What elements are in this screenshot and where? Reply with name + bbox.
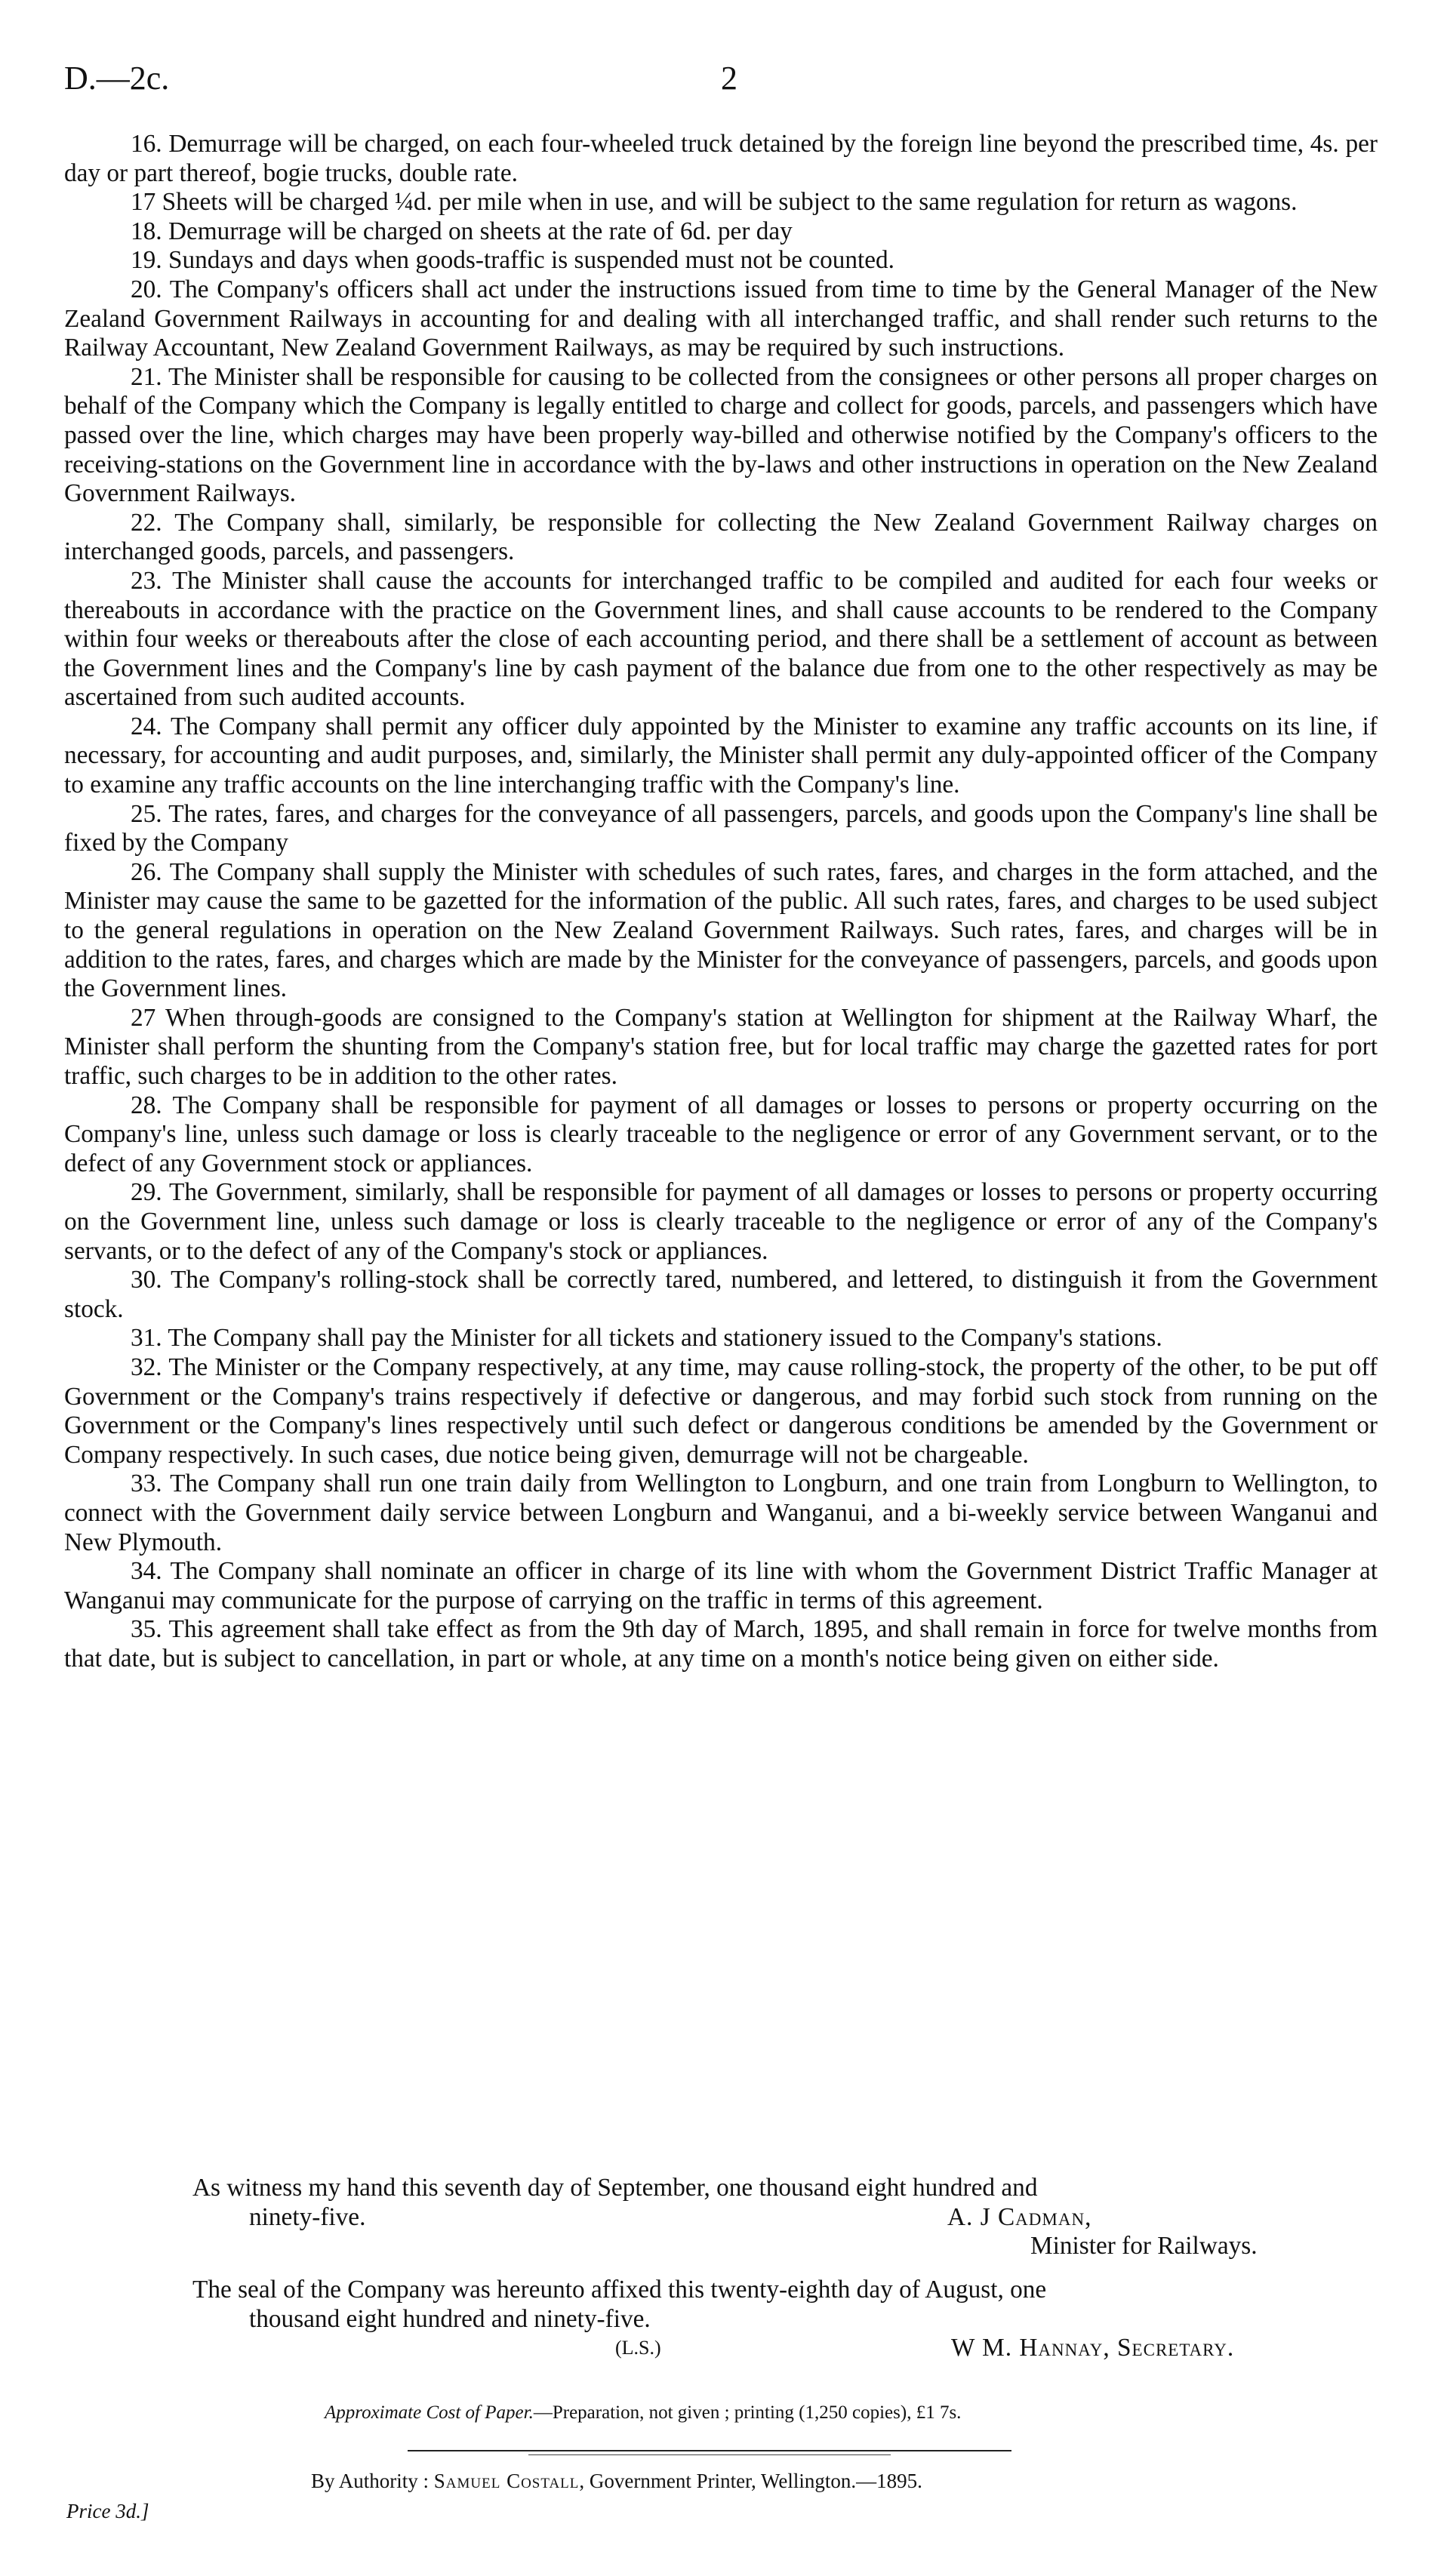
seal-block	[64, 2276, 1378, 2363]
footer-rule-short	[528, 2454, 891, 2455]
clause-32: 32. The Minister or the Company respectively, at any time, may cause rolling-stock, the property of the other, to be put off Government or the Company's trains respectively if defective or dangerous, and may forbid such stock from running on the Government or the Company's lines respectively until such defect or dangerous conditions be amended by the Government or Company respectively. In such cases, due notice being given, demurrage will not be chargeable.	[64, 1353, 1378, 1469]
clause-23: 23. The Minister shall cause the accounts for interchanged traffic to be compiled and audited for each four weeks or thereabouts in accordance with the practice on the Government lines, and shall cause accounts to be rendered to the Company within four weeks or thereabouts after the close of each accounting period, and there shall be a settlement of account as between the Government lines and the Company's line by cash payment of the balance due from one to the other respectively as may be ascertained from such audited accounts.	[64, 566, 1378, 712]
clause-34: 34. The Company shall nominate an officer in charge of its line with whom the Government District Traffic Manager at Wanganui may communicate for the purpose of carrying on the traffic in terms of this agreement.	[64, 1557, 1378, 1614]
clause-19: 19. Sundays and days when goods-traffic is suspended must not be counted.	[131, 246, 895, 275]
witness-title: Minister for Railways.	[1030, 2232, 1258, 2261]
clause-21: 21. The Minister shall be responsible for causing to be collected from the consignees or other persons all proper charges on behalf of the Company which the Company is legally entitled to charge and collect for goods, parcels, and passengers which have passed over the line, which charges may have been properly way-billed and otherwise notified by the Company's officers to the receiving-stations on the Government line in accordance with the by-laws and other instructions in operation on the New Zealand Government Railways.	[64, 362, 1378, 508]
cost-of-paper	[325, 2402, 961, 2424]
seal-line-2: thousand eight hundred and ninety-five.	[249, 2304, 651, 2333]
clause-25: 25. The rates, fares, and charges for the conveyance of all passengers, parcels, and goods upon the Company's line shall be fixed by the Company	[64, 799, 1378, 857]
clause-18: 18. Demurrage will be charged on sheets at the rate of 6d. per day	[131, 217, 793, 245]
witness-block	[64, 2174, 1378, 2261]
agreement-clauses	[64, 130, 1378, 1673]
document-reference: D.—2c.	[64, 60, 170, 97]
clause-28: 28. The Company shall be responsible for payment of all damages or losses to persons or property occurring on the Company's line, unless such damage or loss is clearly traceable to the negligence or error of any Government servant, or to the defect of any Government stock or appliances.	[64, 1091, 1378, 1177]
authority-suffix: , Government Printer, Wellington.—1895.	[579, 2470, 922, 2492]
clause-31: 31. The Company shall pay the Minister for all tickets and stationery issued to the Company's stations.	[131, 1324, 1162, 1353]
price: Price 3d.]	[66, 2500, 149, 2522]
clause-17: 17 Sheets will be charged ¼d. per mile when in use, and will be subject to the same regulation for return as wagons.	[131, 188, 1298, 217]
clause-16: 16. Demurrage will be charged, on each four-wheeled truck detained by the foreign line beyond the prescribed time, 4s. per day or part thereof, bogie trucks, double rate.	[64, 130, 1378, 187]
clause-27: 27 When through-goods are consigned to the Company's station at Wellington for shipment at the Railway Wharf, the Minister shall perform the shunting from the Company's station free, but for local traffic may charge the gazetted rates for port traffic, such charges to be in addition to the other rates.	[64, 1003, 1378, 1090]
authority-printer: Samuel Costall	[433, 2470, 580, 2492]
clause-33: 33. The Company shall run one train daily from Wellington to Longburn, and one train from Longburn to Wellington, to connect with the Government daily service between Longburn and Wanganui, and a bi-weekly service between Wanganui and New Plymouth.	[64, 1470, 1378, 1556]
authority-prefix: By Authority :	[311, 2470, 430, 2492]
clause-24: 24. The Company shall permit any officer duly appointed by the Minister to examine any traffic accounts on its line, if necessary, for accounting and audit purposes, and, similarly, the Minister shall permit any duly-appointed officer of the Company to examine any traffic accounts on the line interchanging traffic with the Company's line.	[64, 712, 1378, 799]
witness-line-1: As witness my hand this seventh day of September, one thousand eight hundred and	[192, 2174, 1038, 2202]
cost-label: Approximate Cost of Paper.	[325, 2402, 534, 2423]
witness-signatory: A. J Cadman,	[947, 2202, 1092, 2231]
page-number: 2	[721, 60, 737, 97]
authority-line	[311, 2470, 922, 2493]
seal-line-1: The seal of the Company was hereunto affixed this twenty-eighth day of August, one	[192, 2276, 1047, 2304]
clause-30: 30. The Company's rolling-stock shall be correctly tared, numbered, and lettered, to distinguish it from the Government stock.	[64, 1266, 1378, 1323]
clause-35: 35. This agreement shall take effect as from the 9th day of March, 1895, and shall remain in force for twelve months from that date, but is subject to cancellation, in part or whole, at any time on a month's notice being given on either side.	[64, 1615, 1378, 1673]
seal-signatory: W M. Hannay, Secretary.	[951, 2334, 1235, 2362]
seal-ls: (L.S.)	[615, 2337, 661, 2359]
witness-line-2: ninety-five.	[249, 2202, 366, 2231]
footer-rule	[408, 2450, 1011, 2451]
clause-20: 20. The Company's officers shall act under the instructions issued from time to time by the General Manager of the New Zealand Government Railways in accounting for and dealing with all interchanged traffic, and shall render such returns to the Railway Accountant, New Zealand Government Railways, as may be required by such instructions.	[64, 275, 1378, 362]
clause-26: 26. The Company shall supply the Minister with schedules of such rates, fares, and charges in the form attached, and the Minister may cause the same to be gazetted for the information of the public. All such rates, fares, and charges to be used subject to the general regulations in operation on the New Zealand Government Railways. Such rates, fares, and charges will be in addition to the rates, fares, and charges which are made by the Minister for the conveyance of passengers, parcels, and goods upon the Government lines.	[64, 857, 1378, 1003]
clause-22: 22. The Company shall, similarly, be responsible for collecting the New Zealand Government Railway charges on interchanged goods, parcels, and passengers.	[64, 508, 1378, 566]
cost-text: —Preparation, not given ; printing (1,250 copies), £1 7s.	[533, 2402, 962, 2423]
clause-29: 29. The Government, similarly, shall be responsible for payment of all damages or losses to persons or property occurring on the Government line, unless such damage or loss is clearly traceable to the negligence or error of any of the Company's servants, or to the defect of any of the Company's stock or appliances.	[64, 1178, 1378, 1265]
